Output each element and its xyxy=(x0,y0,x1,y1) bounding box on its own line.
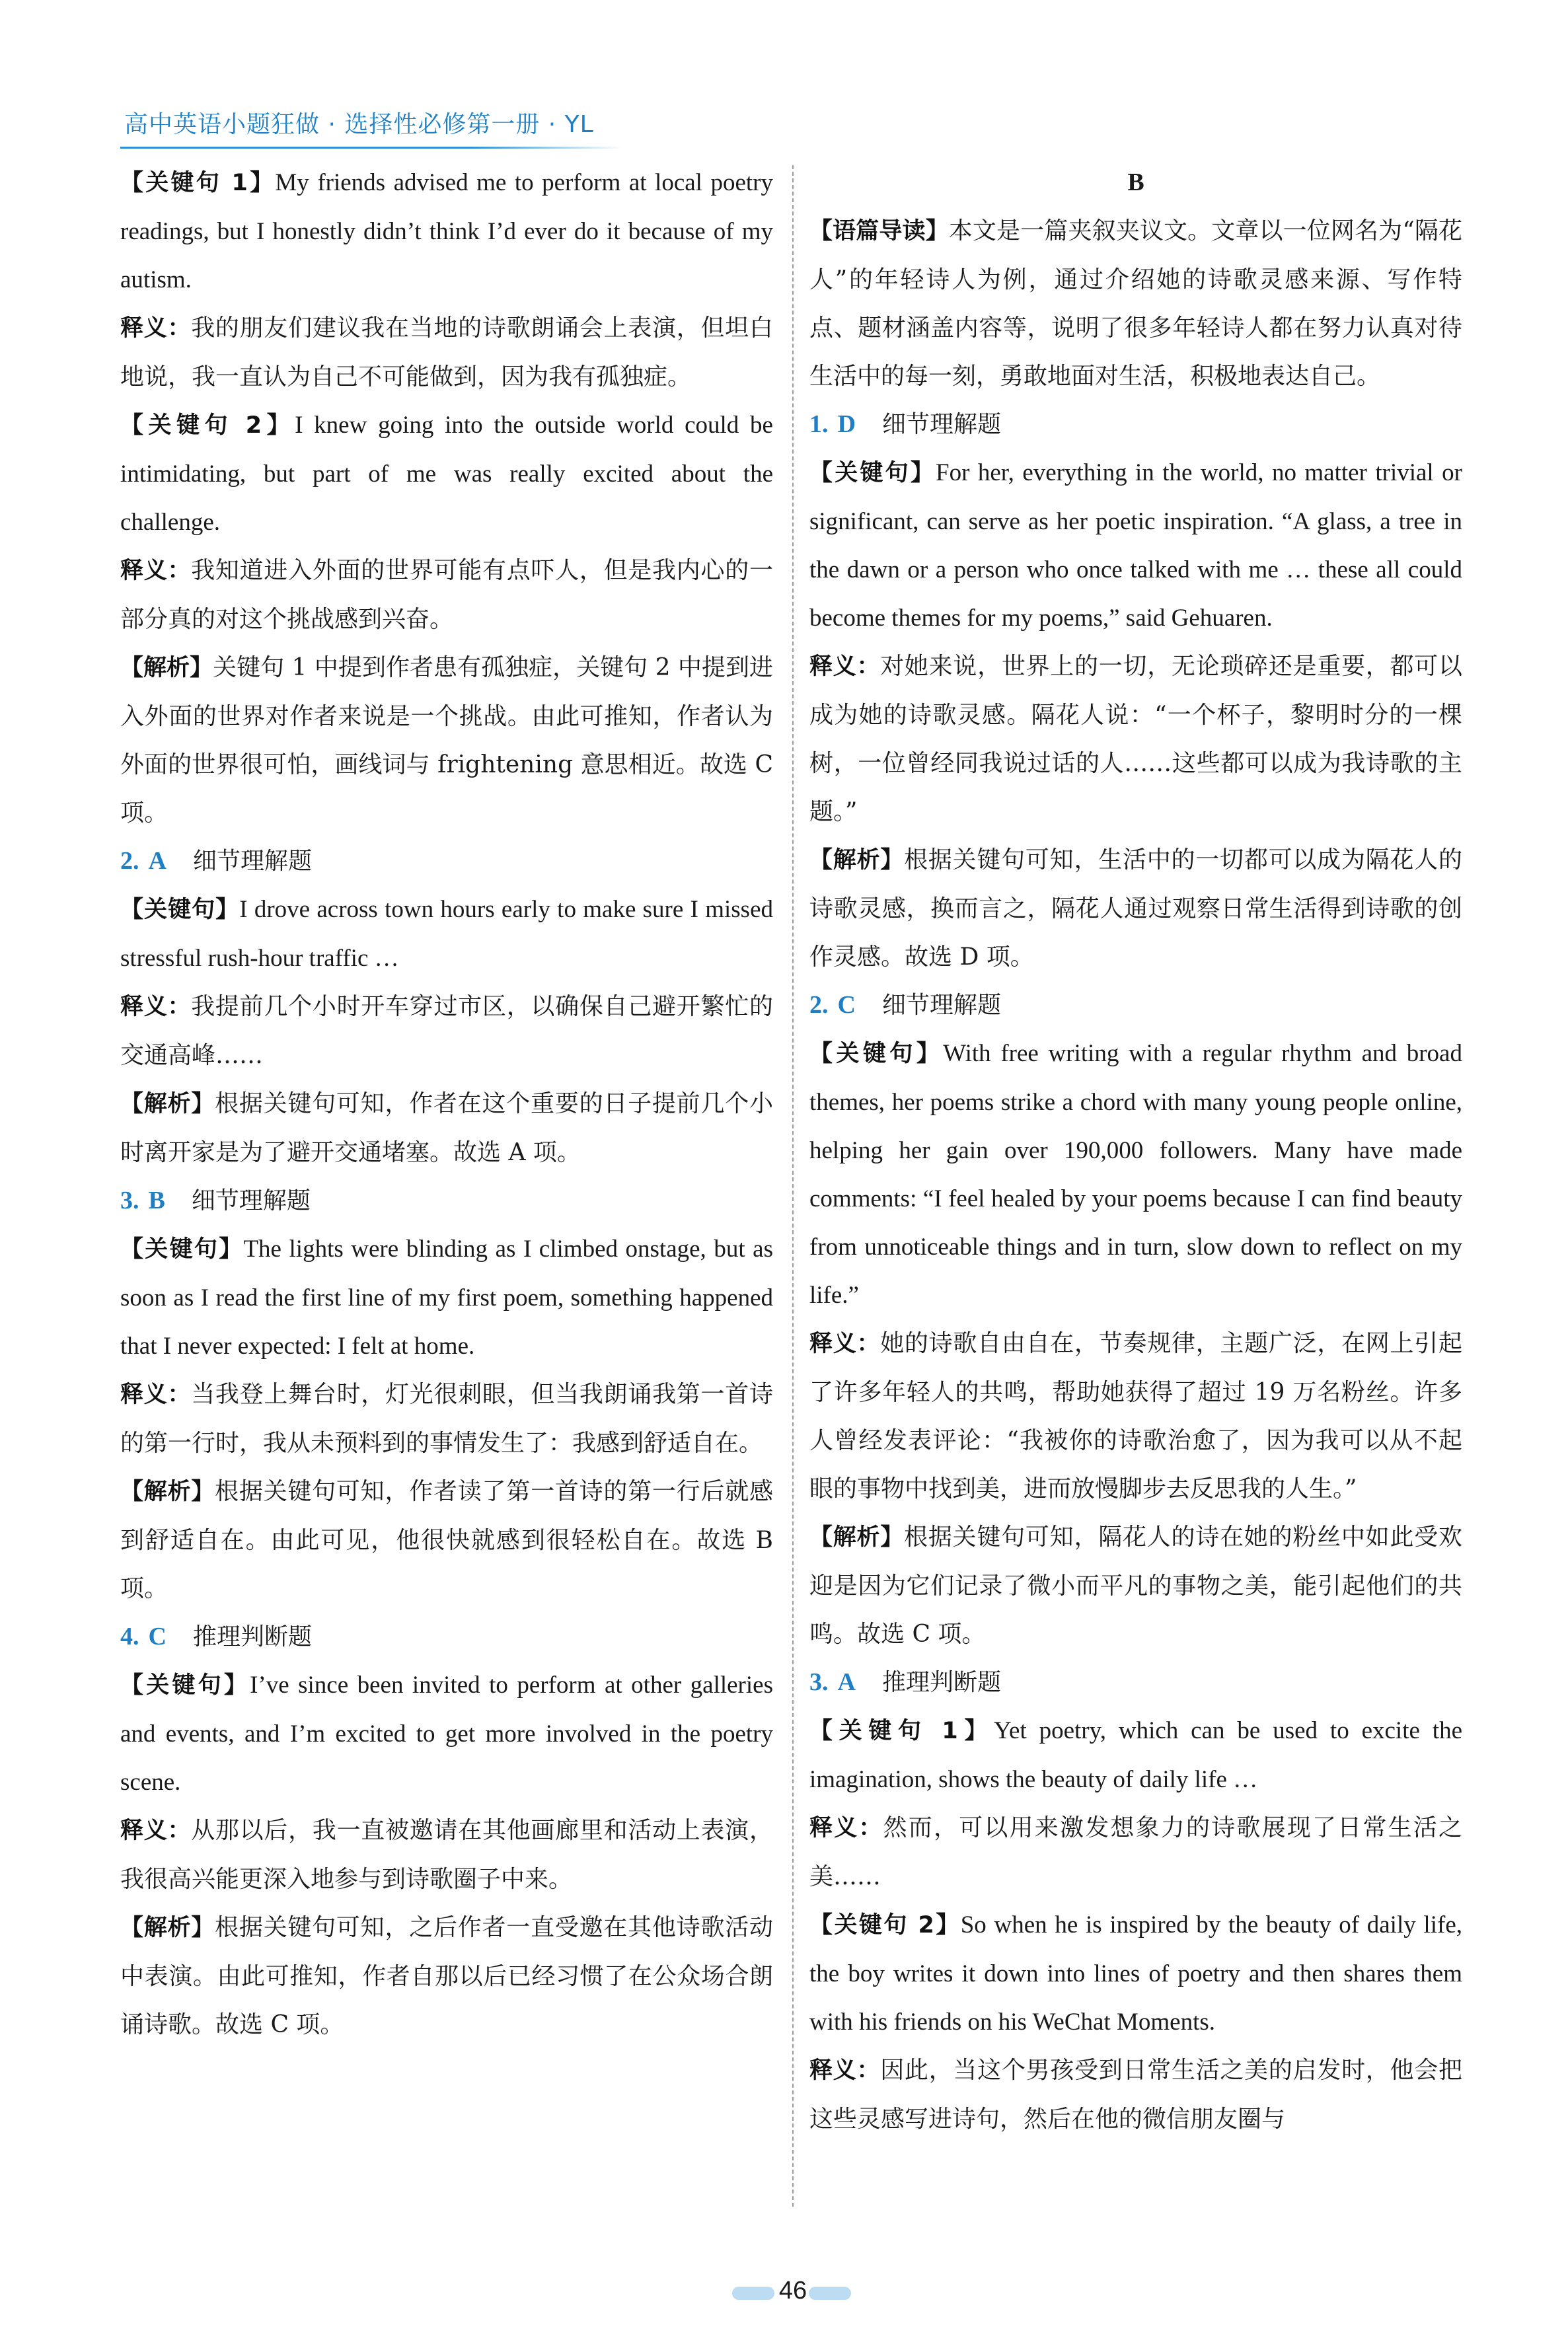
intro-label: 【语篇导读】 xyxy=(809,218,949,244)
question-header: 4. C 推理判断题 xyxy=(120,1623,312,1650)
analysis: 【解析】根据关键句可知，隔花人的诗在她的粉丝中如此受欢迎是因为它们记录了微小而平凡的事物之美，能引起他们的共鸣。故选 C 项。 xyxy=(809,1524,1462,1648)
key-sentence: 【关键句】I drove across town hours early to make sure I missed stressful rush-hour traffic … xyxy=(120,896,773,972)
explanation: 释义：我知道进入外面的世界可能有点吓人，但是我内心的一部分真的对这个挑战感到兴奋。 xyxy=(120,557,773,633)
key-sentence-1: 【关键句 1】My friends advised me to perform at local poetry readings, but I honestly didn’t think I’d ever do it because of my autism. xyxy=(120,169,773,293)
key-label: 【关键句】 xyxy=(120,897,240,923)
analysis-label: 【解析】 xyxy=(120,1091,215,1117)
analysis: 【解析】关键句 1 中提到作者患有孤独症，关键句 2 中提到进入外面的世界对作者来说是一个挑战。由此可推知，作者认为外面的世界很可怕，画线词与 frightening 意思相近。故选 C 项。 xyxy=(120,654,773,827)
running-header: 高中英语小题狂做 · 选择性必修第一册 · YL xyxy=(124,111,594,138)
analysis-label: 【解析】 xyxy=(120,1479,215,1505)
explanation: 释义：我提前几个小时开车穿过市区，以确保自己避开繁忙的交通高峰…… xyxy=(120,993,773,1069)
key-sentence: 【关键句】With free writing with a regular rhythm and broad themes, her poems strike a chord with many young people online, helping her gain over 190,000 followers. Many have made comments: “I feel healed by your poems because I can find beauty from unnoticeable things and in turn, slow down to reflect on my life.” xyxy=(809,1040,1462,1309)
key-sentence-2: 【关键句 2】I knew going into the outside world could be intimidating, but part of me was really excited about the challenge. xyxy=(120,412,773,536)
key-label: 【关键句 1】 xyxy=(809,1718,994,1744)
explanation: 释义：因此，当这个男孩受到日常生活之美的启发时，他会把这些灵感写进诗句，然后在他的微信朋友圈与 xyxy=(809,2057,1462,2133)
left-column xyxy=(120,159,773,2049)
explanation: 释义：从那以后，我一直被邀请在其他画廊里和活动上表演，我很高兴能更深入地参与到诗歌圈子中来。 xyxy=(120,1817,773,1893)
key-label: 【关键句 2】 xyxy=(120,412,295,439)
explain-label: 释义： xyxy=(809,2057,881,2084)
key-label: 【关键句】 xyxy=(809,1041,944,1067)
key-sentence-1: 【关键句 1】Yet poetry, which can be used to excite the imagination, shows the beauty of daily life … xyxy=(809,1717,1462,1793)
question-header: 1. D 细节理解题 xyxy=(809,410,1001,438)
key-label: 【关键句】 xyxy=(120,1236,244,1263)
passage-intro: 【语篇导读】本文是一篇夹叙夹议文。文章以一位网名为“隔花人”的年轻诗人为例，通过介绍她的诗歌灵感来源、写作特点、题材涵盖内容等，说明了很多年轻诗人都在努力认真对待生活中的每一刻，勇敢地面对生活，积极地表达自己。 xyxy=(809,217,1462,390)
explanation: 释义：当我登上舞台时，灯光很刺眼，但当我朗诵我第一首诗的第一行时，我从未预料到的事情发生了：我感到舒适自在。 xyxy=(120,1381,773,1457)
explanation: 释义：对她来说，世界上的一切，无论琐碎还是重要，都可以成为她的诗歌灵感。隔花人说：“一个杯子，黎明时分的一棵树，一位曾经同我说过话的人……这些都可以成为我诗歌的主题。” xyxy=(809,653,1462,825)
explain-label: 释义： xyxy=(120,994,192,1020)
question-header: 3. A 推理判断题 xyxy=(809,1668,1001,1696)
explain-label: 释义： xyxy=(120,1818,192,1844)
key-sentence: 【关键句】For her, everything in the world, no matter trivial or significant, can serve as her poetic inspiration. “A glass, a tree in the dawn or a person who once talked with me … these all could become themes for my poems,” said Gehuaren. xyxy=(809,459,1462,632)
key-label: 【关键句】 xyxy=(809,460,936,486)
explain-label: 释义： xyxy=(120,315,192,342)
right-column xyxy=(809,159,1462,2143)
section-title: B xyxy=(1127,168,1144,196)
explain-label: 释义： xyxy=(809,1815,883,1841)
page-number: 46 xyxy=(778,2277,807,2305)
analysis-label: 【解析】 xyxy=(120,1915,215,1941)
key-sentence: 【关键句】I’ve since been invited to perform at other galleries and events, and I’m excited to get more involved in the poetry scene. xyxy=(120,1672,773,1796)
explain-label: 释义： xyxy=(809,1331,881,1357)
explanation: 释义：我的朋友们建议我在当地的诗歌朗诵会上表演，但坦白地说，我一直认为自己不可能做到，因为我有孤独症。 xyxy=(120,314,773,390)
explain-label: 释义： xyxy=(809,653,881,680)
header-rule xyxy=(120,147,622,149)
key-label: 【关键句】 xyxy=(120,1672,250,1699)
explanation: 释义：她的诗歌自由自在，节奏规律，主题广泛，在网上引起了许多年轻人的共鸣，帮助她获得了超过 19 万名粉丝。许多人曾经发表评论：“我被你的诗歌治愈了，因为我可以从不起眼的事物中找到美，进而放慢脚步去反思我的人生。” xyxy=(809,1330,1462,1502)
explain-label: 释义： xyxy=(120,558,192,584)
analysis: 【解析】根据关键句可知，作者读了第一首诗的第一行后就感到舒适自在。由此可见，他很快就感到很轻松自在。故选 B 项。 xyxy=(120,1478,773,1602)
analysis-label: 【解析】 xyxy=(809,1524,905,1551)
key-sentence-2: 【关键句 2】So when he is inspired by the beauty of daily life, the boy writes it down into lines of poetry and then shares them with his friends on his WeChat Moments. xyxy=(809,1911,1462,2036)
analysis: 【解析】根据关键句可知，生活中的一切都可以成为隔花人的诗歌灵感，换而言之，隔花人通过观察日常生活得到诗歌的创作灵感。故选 D 项。 xyxy=(809,846,1462,971)
key-label: 【关键句 2】 xyxy=(809,1912,961,1938)
key-label: 【关键句 1】 xyxy=(120,170,276,196)
question-header: 2. A 细节理解题 xyxy=(120,847,312,875)
explain-label: 释义： xyxy=(120,1382,192,1408)
explanation: 释义：然而，可以用来激发想象力的诗歌展现了日常生活之美…… xyxy=(809,1814,1462,1890)
analysis-label: 【解析】 xyxy=(809,847,905,873)
key-sentence: 【关键句】The lights were blinding as I climbed onstage, but as soon as I read the first line of my first poem, something happened that I never expected: I felt at home. xyxy=(120,1236,773,1360)
question-header: 2. C 细节理解题 xyxy=(809,991,1001,1019)
question-header: 3. B 细节理解题 xyxy=(120,1187,311,1214)
column-divider xyxy=(792,165,794,2207)
analysis-label: 【解析】 xyxy=(120,655,213,681)
analysis: 【解析】根据关键句可知，作者在这个重要的日子提前几个小时离开家是为了避开交通堵塞。故选 A 项。 xyxy=(120,1090,773,1166)
analysis: 【解析】根据关键句可知，之后作者一直受邀在其他诗歌活动中表演。由此可推知，作者自那以后已经习惯了在公众场合朗诵诗歌。故选 C 项。 xyxy=(120,1914,773,2038)
